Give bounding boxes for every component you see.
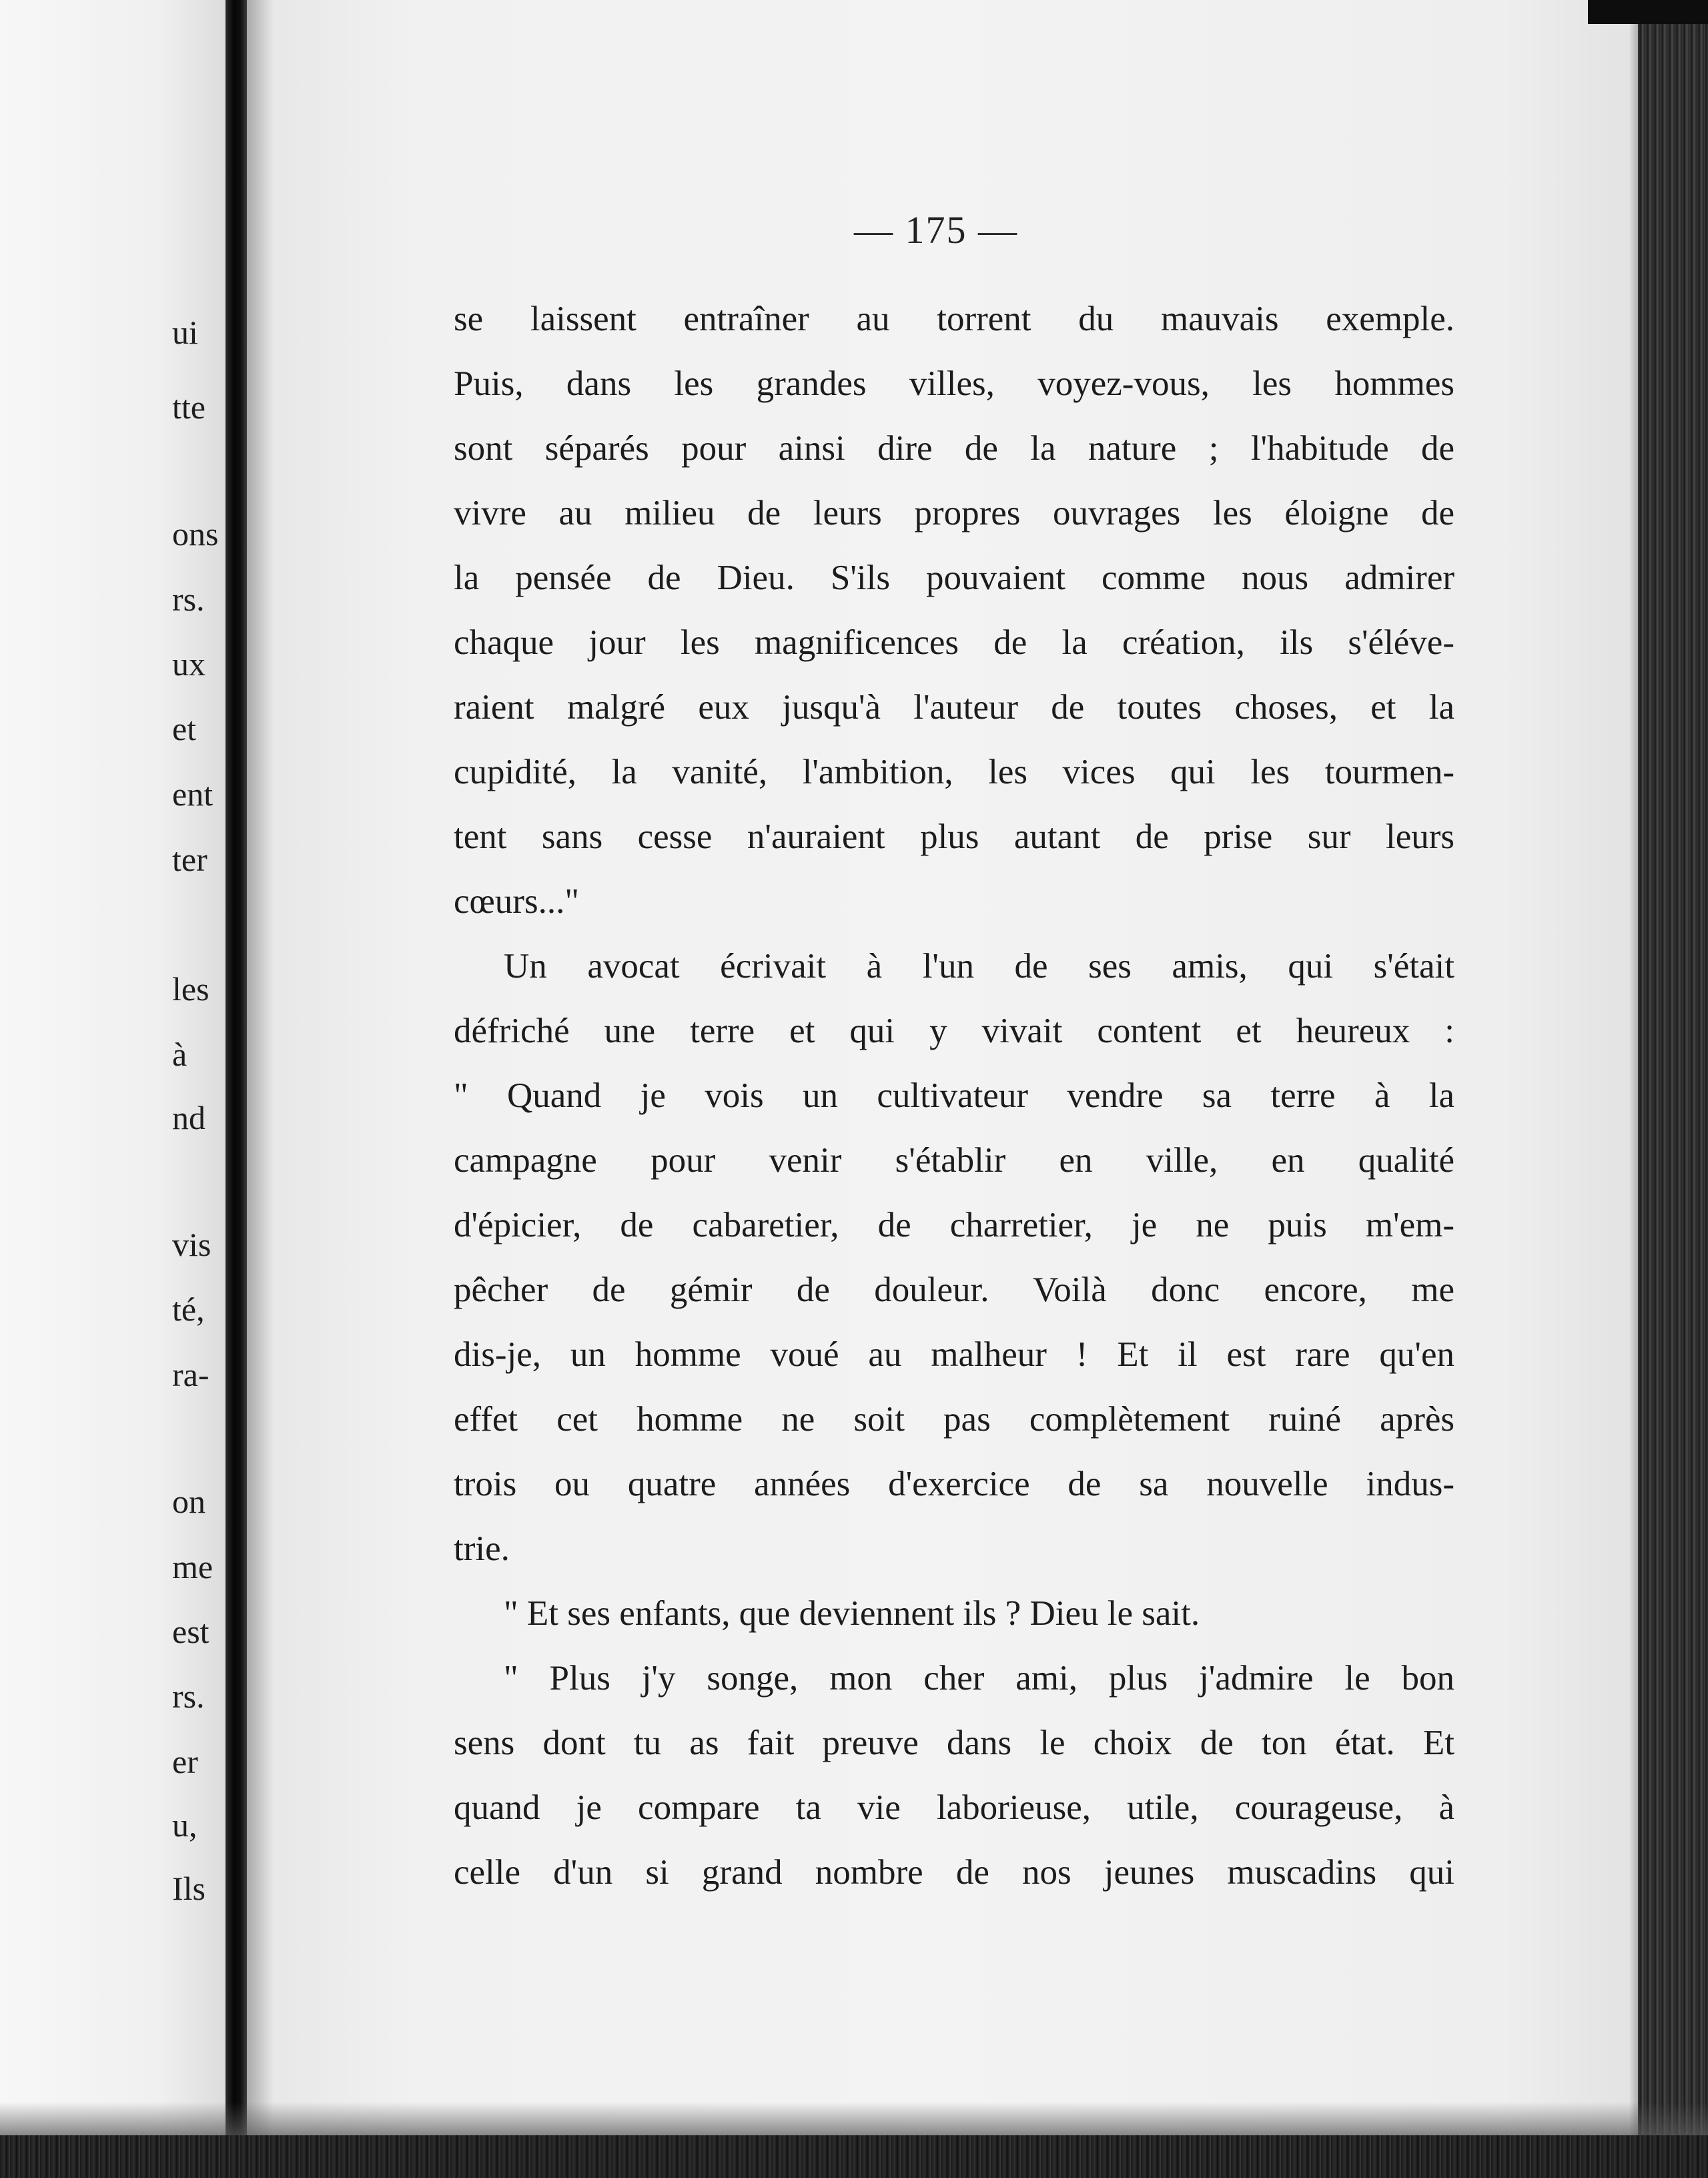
gutter-shadow (247, 0, 274, 2178)
text-line: trie. (454, 1529, 510, 1568)
book-right-edge (1638, 0, 1708, 2178)
text-line: défriché une terre et qui y vivait content et heureux : (454, 1012, 1454, 1050)
text-line: quand je compare ta vie laborieuse, utile, courageuse, à (454, 1788, 1454, 1827)
left-page-fragment: rs. (172, 581, 205, 618)
paragraph-start-line: " Plus j'y songe, mon cher ami, plus j'admire le bon (504, 1659, 1454, 1698)
text-line: pêcher de gémir de douleur. Voilà donc encore, me (454, 1270, 1454, 1309)
text-line: celle d'un si grand nombre de nos jeunes muscadins qui (454, 1853, 1454, 1892)
left-page-fragment: té, (172, 1291, 205, 1328)
left-page-fragment: les (172, 970, 209, 1008)
left-page-fragment: on (172, 1483, 205, 1520)
left-page-fragment: me (172, 1548, 214, 1585)
text-line: dis-je, un homme voué au malheur ! Et il est rare qu'en (454, 1335, 1454, 1374)
left-page-fragment: ent (172, 775, 214, 813)
left-page-fragment: est (172, 1613, 209, 1650)
text-line: sont séparés pour ainsi dire de la nature ; l'habitude de (454, 429, 1454, 468)
text-line: se laissent entraîner au torrent du mauvais exemple. (454, 300, 1454, 338)
body-text (454, 287, 1454, 1905)
text-line: vivre au milieu de leurs propres ouvrages les éloigne de (454, 494, 1454, 532)
text-line: cœurs..." (454, 882, 579, 921)
paragraph-start-line: " Et ses enfants, que deviennent ils ? Dieu le sait. (504, 1594, 1200, 1633)
text-line: sens dont tu as fait preuve dans le choix de ton état. Et (454, 1724, 1454, 1762)
left-page-fragment: ons (172, 515, 219, 553)
left-page-fragment: et (172, 710, 197, 747)
text-line: chaque jour les magnificences de la création, ils s'éléve- (454, 623, 1454, 662)
left-page-fragment: nd (172, 1099, 205, 1136)
left-page-fragment: Ils (172, 1870, 205, 1907)
text-line: tent sans cesse n'auraient plus autant de prise sur leurs (454, 817, 1454, 856)
bottom-shadow (0, 2102, 1708, 2135)
page-number: — 175 — (854, 208, 1018, 252)
text-line: raient malgré eux jusqu'à l'auteur de toutes choses, et la (454, 688, 1454, 727)
left-page-fragment: ui (172, 314, 198, 351)
book-top-corner (1588, 0, 1708, 24)
left-page-fragment: ra- (172, 1356, 209, 1393)
text-line: " Quand je vois un cultivateur vendre sa terre à la (454, 1076, 1454, 1115)
text-line: Puis, dans les grandes villes, voyez-vous, les hommes (454, 364, 1454, 403)
book-bottom-edge (0, 2135, 1708, 2178)
book-gutter (226, 0, 247, 2178)
text-line: campagne pour venir s'établir en ville, en qualité (454, 1141, 1454, 1180)
text-line: cupidité, la vanité, l'ambition, les vices qui les tourmen- (454, 753, 1454, 791)
text-line: la pensée de Dieu. S'ils pouvaient comme nous admirer (454, 559, 1454, 597)
left-page-fragment: er (172, 1743, 198, 1780)
left-facing-page (0, 0, 227, 2178)
left-page-fragment: u, (172, 1806, 197, 1844)
text-line: effet cet homme ne soit pas complètement ruiné après (454, 1400, 1454, 1439)
paragraph-start-line: Un avocat écrivait à l'un de ses amis, qui s'était (504, 947, 1454, 986)
left-page-fragment: rs. (172, 1678, 205, 1715)
left-page-fragment: ux (172, 645, 205, 683)
left-page-fragment: vis (172, 1226, 211, 1263)
left-page-fragment: ter (172, 841, 207, 878)
left-page-fragment: à (172, 1036, 187, 1073)
text-line: trois ou quatre années d'exercice de sa nouvelle indus- (454, 1465, 1454, 1503)
left-page-fragment: tte (172, 388, 205, 426)
text-line: d'épicier, de cabaretier, de charretier, je ne puis m'em- (454, 1206, 1454, 1244)
